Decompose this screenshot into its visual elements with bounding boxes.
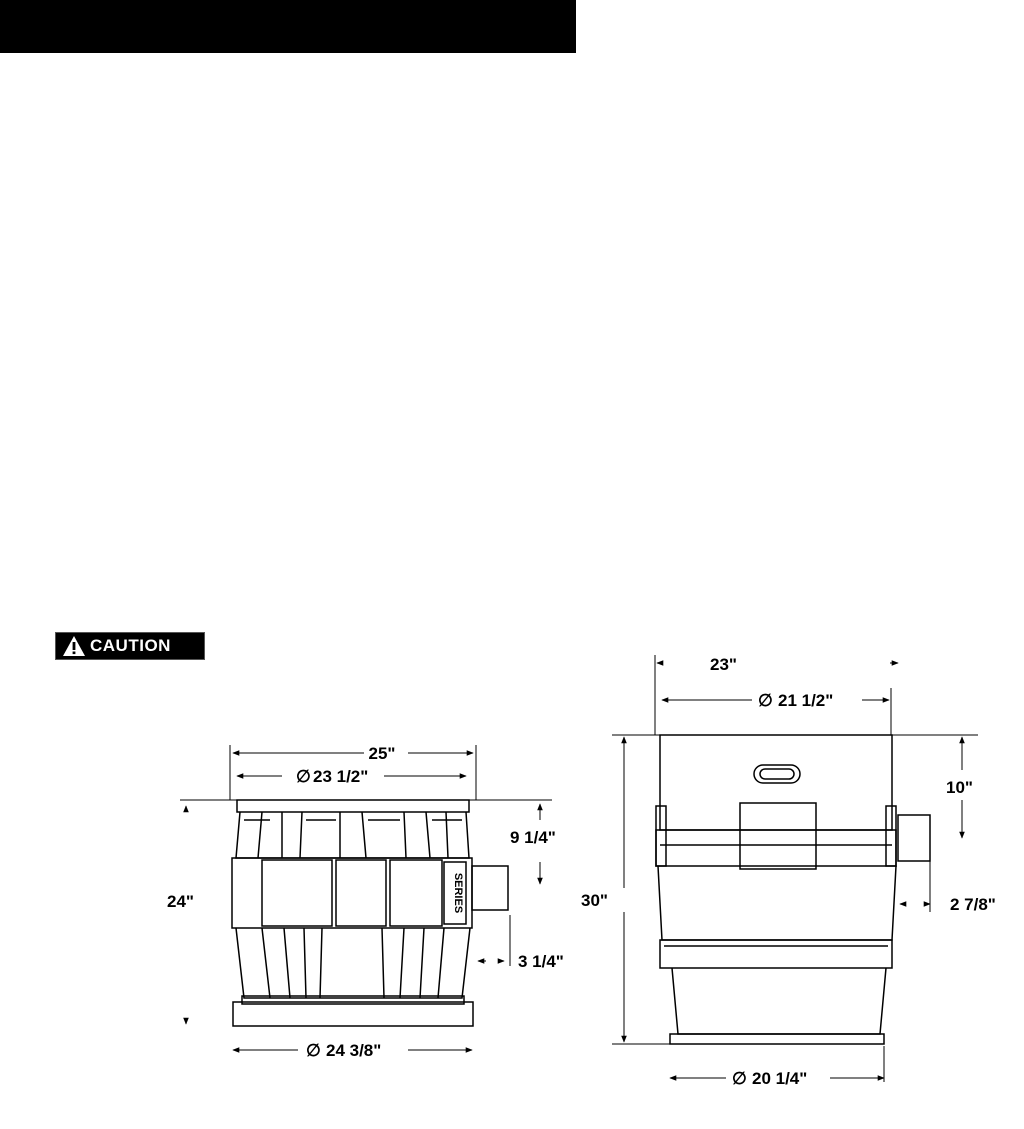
left-lower-body (236, 928, 470, 998)
right-base-flange (670, 1034, 884, 1044)
left-overall-width: 25" (368, 744, 396, 763)
diameter-icon: ∅ (732, 1069, 747, 1088)
right-top-diameter: 21 1/2" (778, 691, 834, 710)
diameter-icon: ∅ (306, 1041, 321, 1060)
diameter-icon: ∅ (758, 691, 773, 710)
right-basin-view (656, 735, 930, 1044)
series-label: SERIES (452, 872, 464, 914)
left-inlet-projection: 3 1/4" (518, 952, 564, 971)
right-band (656, 830, 896, 866)
left-top-rim (237, 800, 469, 812)
right-handle-slot (754, 765, 800, 783)
diameter-icon: ∅ (296, 767, 311, 786)
right-overall-width: 23" (710, 655, 737, 674)
right-height: 30" (581, 891, 608, 910)
right-inlet-hub (898, 815, 930, 861)
caution-text: CAUTION (90, 636, 171, 655)
right-base-diameter: 20 1/4" (752, 1069, 808, 1088)
right-center-block (740, 803, 816, 869)
left-base-diameter: 24 3/8" (326, 1041, 382, 1060)
right-dimension-labels (581, 655, 996, 1088)
left-base-flange (233, 1002, 473, 1026)
left-dimension-labels (167, 744, 564, 1060)
left-basin-view (232, 800, 508, 1026)
right-lower-body (672, 968, 886, 1034)
left-top-diameter: 23 1/2" (313, 767, 369, 786)
left-height: 24" (167, 892, 194, 911)
right-lower-ring (660, 940, 892, 968)
left-inlet-height: 9 1/4" (510, 828, 556, 847)
left-upper-body (236, 812, 469, 858)
left-middle-band (232, 858, 472, 928)
left-inlet-hub (472, 866, 508, 910)
right-inlet-projection: 2 7/8" (950, 895, 996, 914)
right-inlet-height: 10" (946, 778, 973, 797)
right-middle-body (658, 866, 896, 940)
